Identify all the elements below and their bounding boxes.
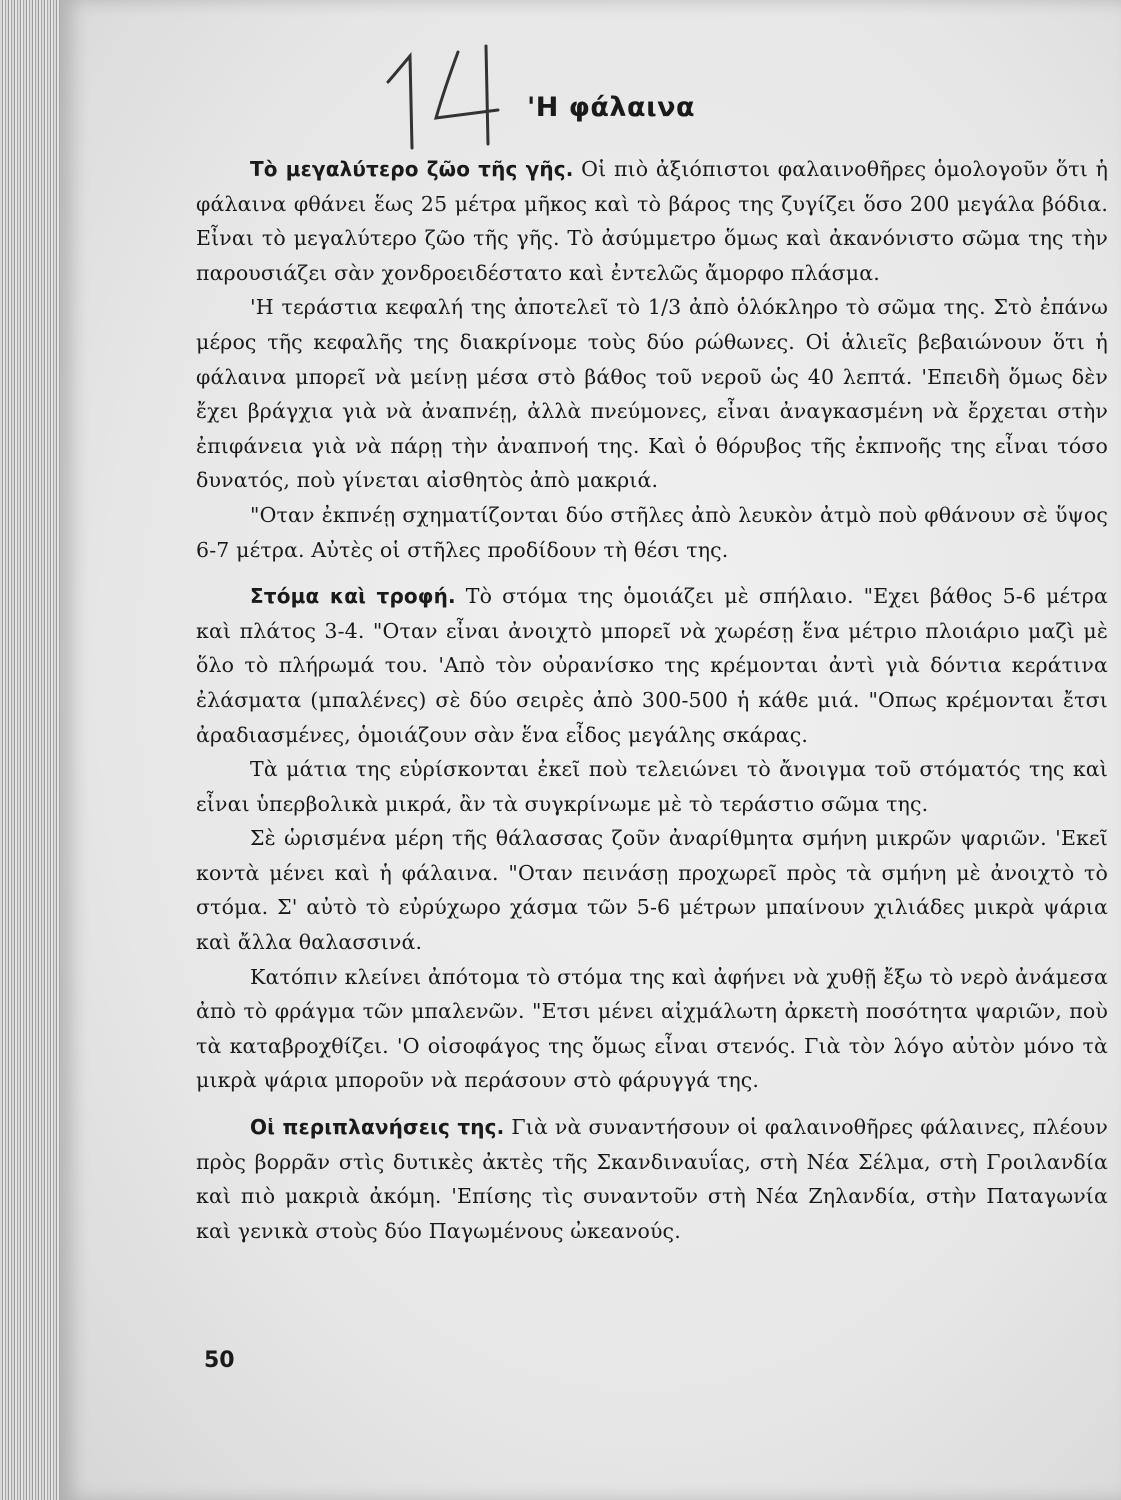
- section-heading: Τὸ μεγαλύτερο ζῶο τῆς γῆς.: [250, 157, 574, 181]
- paragraph: "Οταν ἐκπνέῃ σχηματίζονται δύο στῆλες ἀπὸ λευκὸν ἀτμὸ ποὺ φθάνουν σὲ ὕψος 6-7 μέτρα. Αὐτὲς οἱ στῆλες προδίδουν τὴ θέσι της.: [196, 502, 1108, 562]
- paragraph: [196, 579, 1108, 752]
- paragraph: [196, 1110, 1108, 1248]
- paragraph: 'Η τεράστια κεφαλή της ἀποτελεῖ τὸ 1/3 ἀπὸ ὁλόκληρο τὸ σῶμα της. Στὸ ἐπάνω μέρος τῆς κεφαλῆς της διακρίνομε τοὺς δύο ρώθωνες. Οἱ ἁλιεῖς βεβαιώνουν ὅτι ἡ φάλαινα μπορεῖ νὰ μείνῃ μέσα στὸ βάθος τοῦ νεροῦ ὡς 40 λεπτά. 'Επειδὴ ὅμως δὲν ἔχει βράγχια γιὰ νὰ ἀναπνέῃ, ἀλλὰ πνεύμονες, εἶναι ἀναγκασμένη νὰ ἔρχεται στὴν ἐπιφάνεια γιὰ νὰ πάρῃ τὴν ἀναπνοή της. Καὶ ὁ θόρυβος τῆς ἐκπνοῆς της εἶναι τόσο δυνατός, ποὺ γίνεται αἰσθητὸς ἀπὸ μακριά.: [196, 295, 1108, 493]
- section-heading: Στόμα καὶ τροφή.: [250, 584, 456, 609]
- paragraph-text: Γιὰ νὰ συναντήσουν οἱ φαλαινοθῆρες φάλαινες, πλέουν πρὸς βορρᾶν στὶς δυτικὲς ἀκτὲς τῆς Σκανδιναυΐας, στὴ Νέα Σέλμα, στὴ Γροιλανδία καὶ πιὸ μακριὰ ἀκόμη. 'Επίσης τὶς συναντοῦν στὴ Νέα Ζηλανδία, στὴν Παταγωνία καὶ γενικὰ στοὺς δύο Παγωμένους ὠκεανούς.: [196, 1115, 1108, 1243]
- page-title: 'Η φάλαινα: [527, 92, 696, 123]
- paragraph: Σὲ ὡρισμένα μέρη τῆς θάλασσας ζοῦν ἀναρίθμητα σμήνη μικρῶν ψαριῶν. 'Εκεῖ κοντὰ μένει καὶ ἡ φάλαινα. "Οταν πεινάσῃ προχωρεῖ πρὸς τὰ σμήνη μὲ ἀνοιχτὸ τὸ στόμα. Σ' αὐτὸ τὸ εὐρύχωρο χάσμα τῶν 5-6 μέτρων μπαίνουν χιλιάδες μικρὰ ψάρια καὶ ἄλλα θαλασσινά.: [196, 826, 1108, 955]
- paragraph: [196, 152, 1108, 290]
- handwritten-number-14: [378, 40, 518, 150]
- paragraph: Κατόπιν κλείνει ἀπότομα τὸ στόμα της καὶ ἀφήνει νὰ χυθῇ ἔξω τὸ νερὸ ἀνάμεσα ἀπὸ τὸ φράγμα τῶν μπαλενῶν. "Ετσι μένει αἰχμάλωτη ἀρκετὴ ποσότητα ψαριῶν, ποὺ τὰ καταβροχθίζει. 'Ο οἰσοφάγος της ὅμως εἶναι στενός. Γιὰ τὸν λόγο αὐτὸν μόνο τὰ μικρὰ ψάρια μποροῦν νὰ περάσουν στὸ φάρυγγά της.: [196, 964, 1108, 1093]
- paragraph-text: Τὸ στόμα της ὁμοιάζει μὲ σπήλαιο. "Εχει βάθος 5-6 μέτρα καὶ πλάτος 3-4. "Οταν εἶναι ἀνοιχτὸ μπορεῖ νὰ χωρέσῃ ἕνα μέτριο πλοιάριο μαζὶ μὲ ὅλο τὸ πλήρωμά του. 'Απὸ τὸν οὐρανίσκο της κρέμονται ἀντὶ γιὰ δόντια κεράτινα ἐλάσματα (μπαλένες) σὲ δύο σειρὲς ἀπὸ 300-500 ἡ κάθε μιά. "Οπως κρέμονται ἔτσι ἀραδιασμένες, ὁμοιάζουν σὰν ἕνα εἶδος μεγάλης σκάρας.: [196, 584, 1108, 747]
- paragraph-text: Οἱ πιὸ ἀξιόπιστοι φαλαινοθῆρες ὁμολογοῦν ὅτι ἡ φάλαινα φθάνει ἕως 25 μέτρα μῆκος καὶ τὸ βάρος της ζυγίζει ὅσο 200 μεγάλα βόδια. Εἶναι τὸ μεγαλύτερο ζῶο τῆς γῆς. Τὸ ἀσύμμετρο ὅμως καὶ ἀκανόνιστο σῶμα της τὴν παρουσιάζει σὰν χονδροειδέστατο καὶ ἐντελῶς ἄμορφο πλάσμα.: [196, 157, 1108, 285]
- section-heading: Οἱ περιπλανήσεις της.: [250, 1115, 505, 1140]
- paragraph: Τὰ μάτια της εὑρίσκονται ἐκεῖ ποὺ τελειώνει τὸ ἄνοιγμα τοῦ στόματός της καὶ εἶναι ὑπερβολικὰ μικρά, ἂν τὰ συγκρίνωμε μὲ τὸ τεράστιο σῶμα της.: [196, 757, 1108, 816]
- page-number: 50: [204, 1348, 235, 1373]
- body-text: [196, 152, 1108, 1248]
